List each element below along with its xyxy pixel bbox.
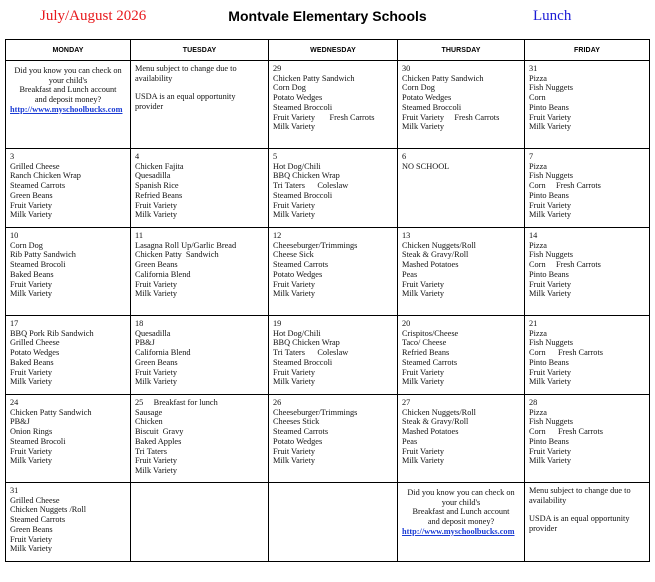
account-info-text: Did you know you can check on your child's <box>407 488 515 507</box>
day-cell <box>131 149 269 228</box>
menu-item: Chicken Nuggets /Roll <box>10 505 87 515</box>
menu-item: Corn Dog <box>402 83 435 93</box>
menu-item: Milk Variety <box>273 210 316 220</box>
weekday-header-row <box>6 40 650 61</box>
day-cell <box>525 395 650 483</box>
month-label: July/August 2026 <box>40 8 147 24</box>
day-cell <box>131 228 269 316</box>
day-cell <box>131 395 269 483</box>
menu-item: Peas <box>402 269 418 279</box>
menu-item: Fruit Variety <box>135 200 178 210</box>
menu-item: Milk Variety <box>273 122 316 132</box>
menu-item: Milk Variety <box>529 456 572 466</box>
menu-item: Fish Nuggets <box>529 250 574 260</box>
menu-item: Steamed Broccoli <box>402 102 462 112</box>
menu-item: Fruit Variety <box>10 534 53 544</box>
menu-item: Milk Variety <box>10 210 53 220</box>
week-row <box>6 61 650 149</box>
menu-item: Steamed Carrots <box>10 181 66 191</box>
menu-item: Milk Variety <box>273 377 316 387</box>
day-cell <box>6 228 131 316</box>
menu-note-cell <box>131 61 269 149</box>
day-number: 30 <box>402 64 411 73</box>
page-header <box>0 0 655 38</box>
menu-item: Corn Fresh Carrots <box>529 181 601 191</box>
day-number: 28 <box>529 398 538 407</box>
menu-item: Fruit Variety <box>529 200 572 210</box>
menu-item: Milk Variety <box>135 465 178 475</box>
menu-item: Chicken <box>135 417 163 427</box>
menu-item: Taco/ Cheese <box>402 338 447 348</box>
week-row <box>6 228 650 316</box>
menu-item: Fruit Variety <box>135 279 178 289</box>
menu-item: Refried Beans <box>402 348 450 358</box>
menu-item: Spanish Rice <box>135 181 179 191</box>
menu-item: Pinto Beans <box>529 269 569 279</box>
menu-item: Ranch Chicken Wrap <box>10 171 81 181</box>
menu-item: California Blend <box>135 269 191 279</box>
menu-item: Potato Wedges <box>10 348 60 358</box>
menu-item: California Blend <box>135 348 191 358</box>
menu-item: Fruit Variety <box>402 367 445 377</box>
menu-item: Cheeses Stick <box>273 417 320 427</box>
calendar-body <box>6 61 650 562</box>
weekday-wednesday: WEDNESDAY <box>269 40 398 61</box>
day-number: 26 <box>273 398 282 407</box>
day-cell <box>398 316 525 395</box>
day-cell <box>525 228 650 316</box>
menu-item: Chicken Fajita <box>135 161 184 171</box>
account-info-text: Breakfast and Lunch account <box>412 507 510 517</box>
account-info-text: Did you know you can check on your child's <box>14 66 122 85</box>
menu-item: Milk Variety <box>529 377 572 387</box>
menu-item: Fruit Variety <box>529 367 572 377</box>
menu-item: Grilled Cheese <box>10 161 60 171</box>
menu-item: Pinto Beans <box>529 436 569 446</box>
menu-item: Hot Dog/Chili <box>273 161 321 171</box>
menu-item: Steamed Broccoli <box>273 190 333 200</box>
school-name: Montvale Elementary Schools <box>228 8 427 24</box>
day-cell <box>398 395 525 483</box>
menu-item: Milk Variety <box>10 289 53 299</box>
menu-item: Chicken Patty Sandwich <box>10 407 92 417</box>
day-cell <box>269 149 398 228</box>
menu-item: Fish Nuggets <box>529 171 574 181</box>
menu-item: Fruit Variety <box>273 446 316 456</box>
menu-item: Potato Wedges <box>273 436 323 446</box>
account-info-cell <box>6 61 131 149</box>
week-row <box>6 483 650 562</box>
menu-item: Corn <box>529 93 546 103</box>
day-cell <box>525 316 650 395</box>
menu-item: Fruit Variety <box>529 446 572 456</box>
week-row <box>6 316 650 395</box>
menu-item: Steamed Broccoli <box>273 102 333 112</box>
menu-item: Green Beans <box>10 190 53 200</box>
menu-item: Steamed Broccoli <box>273 357 333 367</box>
menu-item: Corn Fresh Carrots <box>529 427 603 437</box>
menu-item: Milk Variety <box>529 289 572 299</box>
day-number: 25 <box>135 398 144 407</box>
menu-item: Lasagna Roll Up/Garlic Bread <box>135 240 237 250</box>
menu-item: Chicken Patty Sandwich <box>402 73 484 83</box>
day-cell <box>398 61 525 149</box>
menu-item: Steak & Gravy/Roll <box>402 417 469 427</box>
account-info-text: and deposit money? <box>34 95 102 105</box>
day-number: 7 <box>529 152 534 161</box>
menu-item: BBQ Pork Rib Sandwich <box>10 328 94 338</box>
menu-item: Milk Variety <box>402 122 445 132</box>
account-info-cell <box>398 483 525 562</box>
day-number: 21 <box>529 319 538 328</box>
weekday-tuesday: TUESDAY <box>131 40 269 61</box>
day-number: 11 <box>135 231 143 240</box>
day-number: 4 <box>135 152 140 161</box>
menu-item: Corn Fresh Carrots <box>529 260 601 270</box>
menu-item: Rib Patty Sandwich <box>10 250 76 260</box>
menu-item: Peas <box>402 436 418 446</box>
menu-item: Fruit Variety <box>273 279 316 289</box>
menu-item: Corn Dog <box>273 83 306 93</box>
menu-item: Steamed Brocoli <box>10 436 66 446</box>
week-row <box>6 395 650 483</box>
menu-item: Cheeseburger/Trimmings <box>273 407 358 417</box>
week-row <box>6 149 650 228</box>
menu-calendar <box>5 39 650 562</box>
menu-item: Steamed Carrots <box>273 260 329 270</box>
usda-note: USDA is an equal opportunity provider <box>529 514 630 534</box>
menu-item: Steamed Carrots <box>10 515 66 525</box>
menu-item: Fruit Variety Fresh Carrots <box>402 112 500 122</box>
day-number: 27 <box>402 398 411 407</box>
menu-item: Quesadilla <box>135 328 171 338</box>
menu-item: PB&J <box>135 338 155 348</box>
menu-item: Mashed Potatoes <box>402 427 459 437</box>
day-number: 20 <box>402 319 411 328</box>
menu-item: Fruit Variety <box>273 367 316 377</box>
menu-item: Tri Taters <box>135 446 167 456</box>
menu-item: Baked Beans <box>10 269 54 279</box>
menu-item: Cheese Sick <box>273 250 314 260</box>
myschoolbucks-link[interactable]: http://www.myschoolbucks.com <box>402 526 515 536</box>
menu-item: Fruit Variety <box>135 456 178 466</box>
day-number: 18 <box>135 319 144 328</box>
menu-item: Fruit Variety <box>10 446 53 456</box>
day-cell <box>6 483 131 562</box>
day-number: 13 <box>402 231 411 240</box>
myschoolbucks-link[interactable]: http://www.myschoolbucks.com <box>10 104 123 114</box>
day-cell <box>269 228 398 316</box>
menu-item: Potato Wedges <box>273 269 323 279</box>
day-cell <box>131 316 269 395</box>
menu-item: Milk Variety <box>135 377 178 387</box>
menu-item: Fruit Variety <box>10 367 53 377</box>
day-number: 14 <box>529 231 538 240</box>
menu-item: Fruit Variety <box>273 200 316 210</box>
menu-item: Fruit Variety <box>10 279 53 289</box>
day-cell <box>525 61 650 149</box>
menu-item: Pizza <box>529 161 547 171</box>
menu-item: Hot Dog/Chili <box>273 328 321 338</box>
day-cell <box>398 149 525 228</box>
day-cell <box>6 395 131 483</box>
meal-label: Lunch <box>533 8 572 24</box>
menu-item: Refried Beans <box>135 190 183 200</box>
menu-item: Fish Nuggets <box>529 83 574 93</box>
menu-item: Pinto Beans <box>529 357 569 367</box>
day-number: 17 <box>10 319 19 328</box>
menu-item: PB&J <box>10 417 30 427</box>
day-number: 24 <box>10 398 19 407</box>
menu-item: Chicken Patty Sandwich <box>135 250 219 260</box>
menu-item: Milk Variety <box>529 122 572 132</box>
day-number: 29 <box>273 64 282 73</box>
menu-item: NO SCHOOL <box>402 161 450 171</box>
day-cell <box>6 149 131 228</box>
menu-item: Milk Variety <box>273 456 316 466</box>
day-number: 19 <box>273 319 282 328</box>
menu-item: Corn Fresh Carrots <box>529 348 603 358</box>
menu-item: Pinto Beans <box>529 190 569 200</box>
menu-item: Grilled Cheese <box>10 495 60 505</box>
menu-item: Milk Variety <box>10 544 53 554</box>
menu-item: Milk Variety <box>10 377 53 387</box>
menu-item: Milk Variety <box>402 377 445 387</box>
day-cell <box>269 61 398 149</box>
day-cell <box>269 395 398 483</box>
weekday-friday: FRIDAY <box>525 40 650 61</box>
menu-item: Fish Nuggets <box>529 417 574 427</box>
weekday-thursday: THURSDAY <box>398 40 525 61</box>
empty-day-cell <box>131 483 269 562</box>
menu-item: Pizza <box>529 407 547 417</box>
menu-item: Milk Variety <box>273 289 316 299</box>
day-note: Breakfast for lunch <box>153 398 218 407</box>
menu-item: Onion Rings <box>10 427 53 437</box>
menu-item: Chicken Nuggets/Roll <box>402 240 476 250</box>
empty-day-cell <box>269 483 398 562</box>
menu-change-note: Menu subject to change due to availability <box>529 486 631 505</box>
menu-item: Pizza <box>529 240 547 250</box>
menu-item: Green Beans <box>10 524 53 534</box>
menu-item: Fruit Variety <box>402 446 445 456</box>
day-number: 31 <box>10 486 19 495</box>
usda-note: USDA is an equal opportunity provider <box>135 92 236 112</box>
menu-item: Sausage <box>135 407 163 417</box>
menu-item: Grilled Cheese <box>10 338 60 348</box>
menu-item: Chicken Patty Sandwich <box>273 73 355 83</box>
day-cell <box>269 316 398 395</box>
day-cell <box>6 316 131 395</box>
menu-item: Fruit Variety Fresh Carrots <box>273 112 375 122</box>
menu-item: Fruit Variety <box>135 367 178 377</box>
menu-note-cell <box>525 483 650 562</box>
menu-change-note: Menu subject to change due to availability <box>135 64 237 83</box>
menu-item: Green Beans <box>135 260 178 270</box>
menu-item: Steamed Carrots <box>273 427 329 437</box>
day-number: 10 <box>10 231 19 240</box>
menu-item: Milk Variety <box>402 456 445 466</box>
menu-item: Fruit Variety <box>402 279 445 289</box>
menu-item: Biscuit Gravy <box>135 427 184 437</box>
menu-item: Baked Apples <box>135 436 182 446</box>
weekday-monday: MONDAY <box>6 40 131 61</box>
menu-item: Crispitos/Cheese <box>402 328 459 338</box>
day-number: 6 <box>402 152 407 161</box>
menu-item: Milk Variety <box>10 456 53 466</box>
day-number: 12 <box>273 231 282 240</box>
account-info-text: Breakfast and Lunch account <box>19 85 117 95</box>
menu-item: Milk Variety <box>402 289 445 299</box>
menu-item: Baked Beans <box>10 357 54 367</box>
menu-item: Tri Taters Coleslaw <box>273 181 349 191</box>
account-info-text: and deposit money? <box>427 517 495 527</box>
menu-item: Mashed Potatoes <box>402 260 459 270</box>
menu-item: Steak & Gravy/Roll <box>402 250 469 260</box>
menu-item: Cheeseburger/Trimmings <box>273 240 358 250</box>
menu-item: Chicken Nuggets/Roll <box>402 407 476 417</box>
menu-item: Steamed Carrots <box>402 357 458 367</box>
menu-item: Fruit Variety <box>10 200 53 210</box>
menu-item: Quesadilla <box>135 171 171 181</box>
menu-item: Potato Wedges <box>402 93 452 103</box>
menu-item: Milk Variety <box>135 210 178 220</box>
day-number: 3 <box>10 152 15 161</box>
menu-item: Green Beans <box>135 357 178 367</box>
menu-item: Pizza <box>529 328 547 338</box>
menu-item: Fruit Variety <box>529 112 572 122</box>
menu-item: Corn Dog <box>10 240 43 250</box>
menu-item: Steamed Brocoli <box>10 260 66 270</box>
menu-item: Milk Variety <box>529 210 572 220</box>
day-cell <box>525 149 650 228</box>
menu-item: BBQ Chicken Wrap <box>273 338 340 348</box>
day-number: 5 <box>273 152 278 161</box>
day-cell <box>398 228 525 316</box>
menu-item: BBQ Chicken Wrap <box>273 171 340 181</box>
menu-item: Pinto Beans <box>529 102 569 112</box>
menu-item: Fruit Variety <box>529 279 572 289</box>
day-number: 31 <box>529 64 538 73</box>
menu-item: Fish Nuggets <box>529 338 574 348</box>
menu-item: Milk Variety <box>135 289 178 299</box>
menu-item: Pizza <box>529 73 547 83</box>
menu-item: Tri Taters Coleslaw <box>273 348 349 358</box>
menu-item: Potato Wedges <box>273 93 323 103</box>
